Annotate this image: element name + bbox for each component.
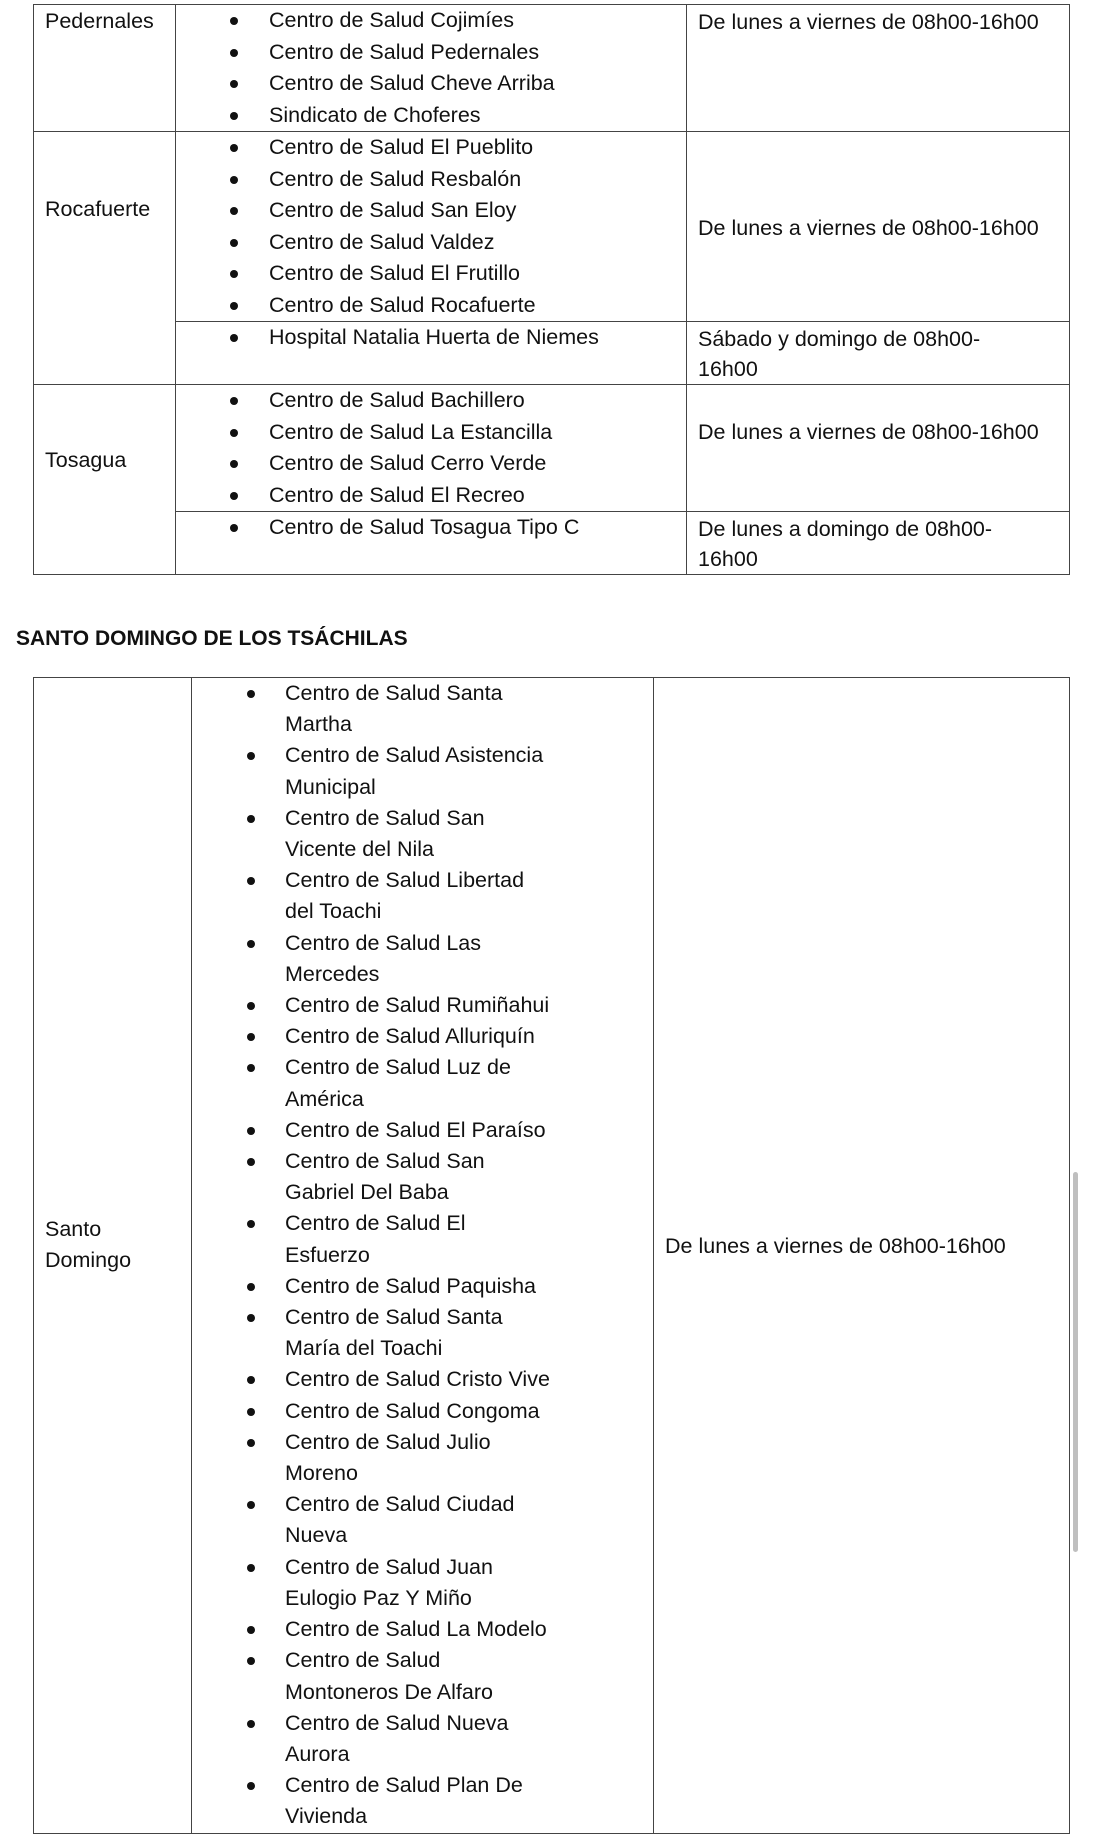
- municipality-cell: [34, 678, 192, 1834]
- facility-item: Centro de Salud Santa María del Toachi: [192, 1302, 552, 1364]
- schedule-cell: [687, 5, 1070, 132]
- schedule-cell: [687, 132, 1070, 322]
- facility-item: Sindicato de Choferes: [176, 100, 686, 132]
- scrollbar[interactable]: [1073, 1172, 1078, 1552]
- table-row: [34, 5, 1070, 132]
- facility-item: Centro de Salud Plan De Vivienda: [192, 1770, 552, 1832]
- facility-item: Hospital Natalia Huerta de Niemes: [176, 322, 686, 354]
- schedule-cell: [687, 322, 1070, 385]
- facility-item: Centro de Salud Asistencia Municipal: [192, 740, 552, 802]
- facilities-cell: [176, 385, 687, 512]
- facility-item: Centro de Salud San Gabriel Del Baba: [192, 1146, 552, 1208]
- municipality-cell: [34, 132, 176, 385]
- facilities-cell: [176, 512, 687, 575]
- municipality-name: Tosagua: [45, 448, 127, 472]
- schedule-text: De lunes a viernes de 08h00-16h00: [698, 420, 1039, 444]
- table-row: [34, 385, 1070, 512]
- facility-item: Centro de Salud El Frutillo: [176, 258, 686, 290]
- facility-item: Centro de Salud Montoneros De Alfaro: [192, 1645, 552, 1707]
- section-title: SANTO DOMINGO DE LOS TSÁCHILAS: [16, 627, 408, 650]
- facility-item: Centro de Salud Cheve Arriba: [176, 68, 686, 100]
- facility-item: Centro de Salud Ciudad Nueva: [192, 1489, 552, 1551]
- facility-item: Centro de Salud La Estancilla: [176, 417, 686, 449]
- schedule-text: De lunes a domingo de 08h00-16h00: [698, 517, 993, 571]
- facility-item: Centro de Salud San Vicente del Nila: [192, 803, 552, 865]
- facility-item: Centro de Salud Tosagua Tipo C: [176, 512, 686, 544]
- schedule-cell: [687, 385, 1070, 512]
- schedule-text: De lunes a viernes de 08h00-16h00: [698, 215, 1039, 240]
- facility-item: Centro de Salud Cerro Verde: [176, 448, 686, 480]
- municipality-name: Pedernales: [45, 9, 154, 33]
- municipality-cell: [34, 385, 176, 575]
- facility-item: Centro de Salud Resbalón: [176, 164, 686, 196]
- facility-item: Centro de Salud Rumiñahui: [192, 990, 552, 1021]
- table-row: [34, 322, 1070, 385]
- facility-list: [192, 678, 552, 1833]
- facility-item: Centro de Salud El Pueblito: [176, 132, 686, 164]
- facility-item: Centro de Salud Cristo Vive: [192, 1364, 552, 1395]
- facility-item: Centro de Salud San Eloy: [176, 195, 686, 227]
- facility-item: Centro de Salud La Modelo: [192, 1614, 552, 1645]
- facility-item: Centro de Salud Las Mercedes: [192, 928, 552, 990]
- facility-list: [176, 132, 686, 321]
- schedule-cell: [687, 512, 1070, 575]
- municipality-name: Rocafuerte: [45, 197, 151, 221]
- schedule-cell: [654, 678, 1070, 1834]
- facility-item: Centro de Salud Julio Moreno: [192, 1427, 552, 1489]
- facilities-table-santo-domingo: [33, 677, 1070, 1834]
- schedule-text: De lunes a viernes de 08h00-16h00: [698, 10, 1039, 34]
- facilities-table-manabi: [33, 4, 1070, 575]
- facilities-cell: [176, 5, 687, 132]
- schedule-text: Sábado y domingo de 08h00-16h00: [698, 327, 981, 381]
- facility-item: Centro de Salud El Paraíso: [192, 1115, 552, 1146]
- table-row: [34, 512, 1070, 575]
- facilities-cell: [176, 322, 687, 385]
- facility-item: Centro de Salud Libertad del Toachi: [192, 865, 552, 927]
- facility-item: Centro de Salud Luz de América: [192, 1052, 552, 1114]
- facility-item: Centro de Salud Congoma: [192, 1396, 552, 1427]
- facility-item: Centro de Salud Bachillero: [176, 385, 686, 417]
- facility-item: Centro de Salud Rocafuerte: [176, 290, 686, 322]
- schedule-text: De lunes a viernes de 08h00-16h00: [665, 1234, 1006, 1259]
- facility-item: Centro de Salud Cojimíes: [176, 5, 686, 37]
- facilities-cell: [192, 678, 654, 1834]
- facility-item: Centro de Salud Valdez: [176, 227, 686, 259]
- facility-item: Centro de Salud Santa Martha: [192, 678, 552, 740]
- facility-item: Centro de Salud Paquisha: [192, 1271, 552, 1302]
- facility-item: Centro de Salud El Esfuerzo: [192, 1208, 552, 1270]
- facility-item: Centro de Salud Pedernales: [176, 37, 686, 69]
- facility-item: Centro de Salud El Recreo: [176, 480, 686, 512]
- facility-item: Centro de Salud Alluriquín: [192, 1021, 552, 1052]
- facility-list: [176, 385, 686, 511]
- municipality-name: Santo Domingo: [45, 1217, 132, 1273]
- facility-list: [176, 322, 686, 354]
- facilities-cell: [176, 132, 687, 322]
- table-row: [34, 678, 1070, 1834]
- municipality-cell: [34, 5, 176, 132]
- facility-item: Centro de Salud Nueva Aurora: [192, 1708, 552, 1770]
- facility-list: [176, 5, 686, 131]
- facility-item: Centro de Salud Juan Eulogio Paz Y Miño: [192, 1552, 552, 1614]
- facility-list: [176, 512, 686, 544]
- table-row: [34, 132, 1070, 322]
